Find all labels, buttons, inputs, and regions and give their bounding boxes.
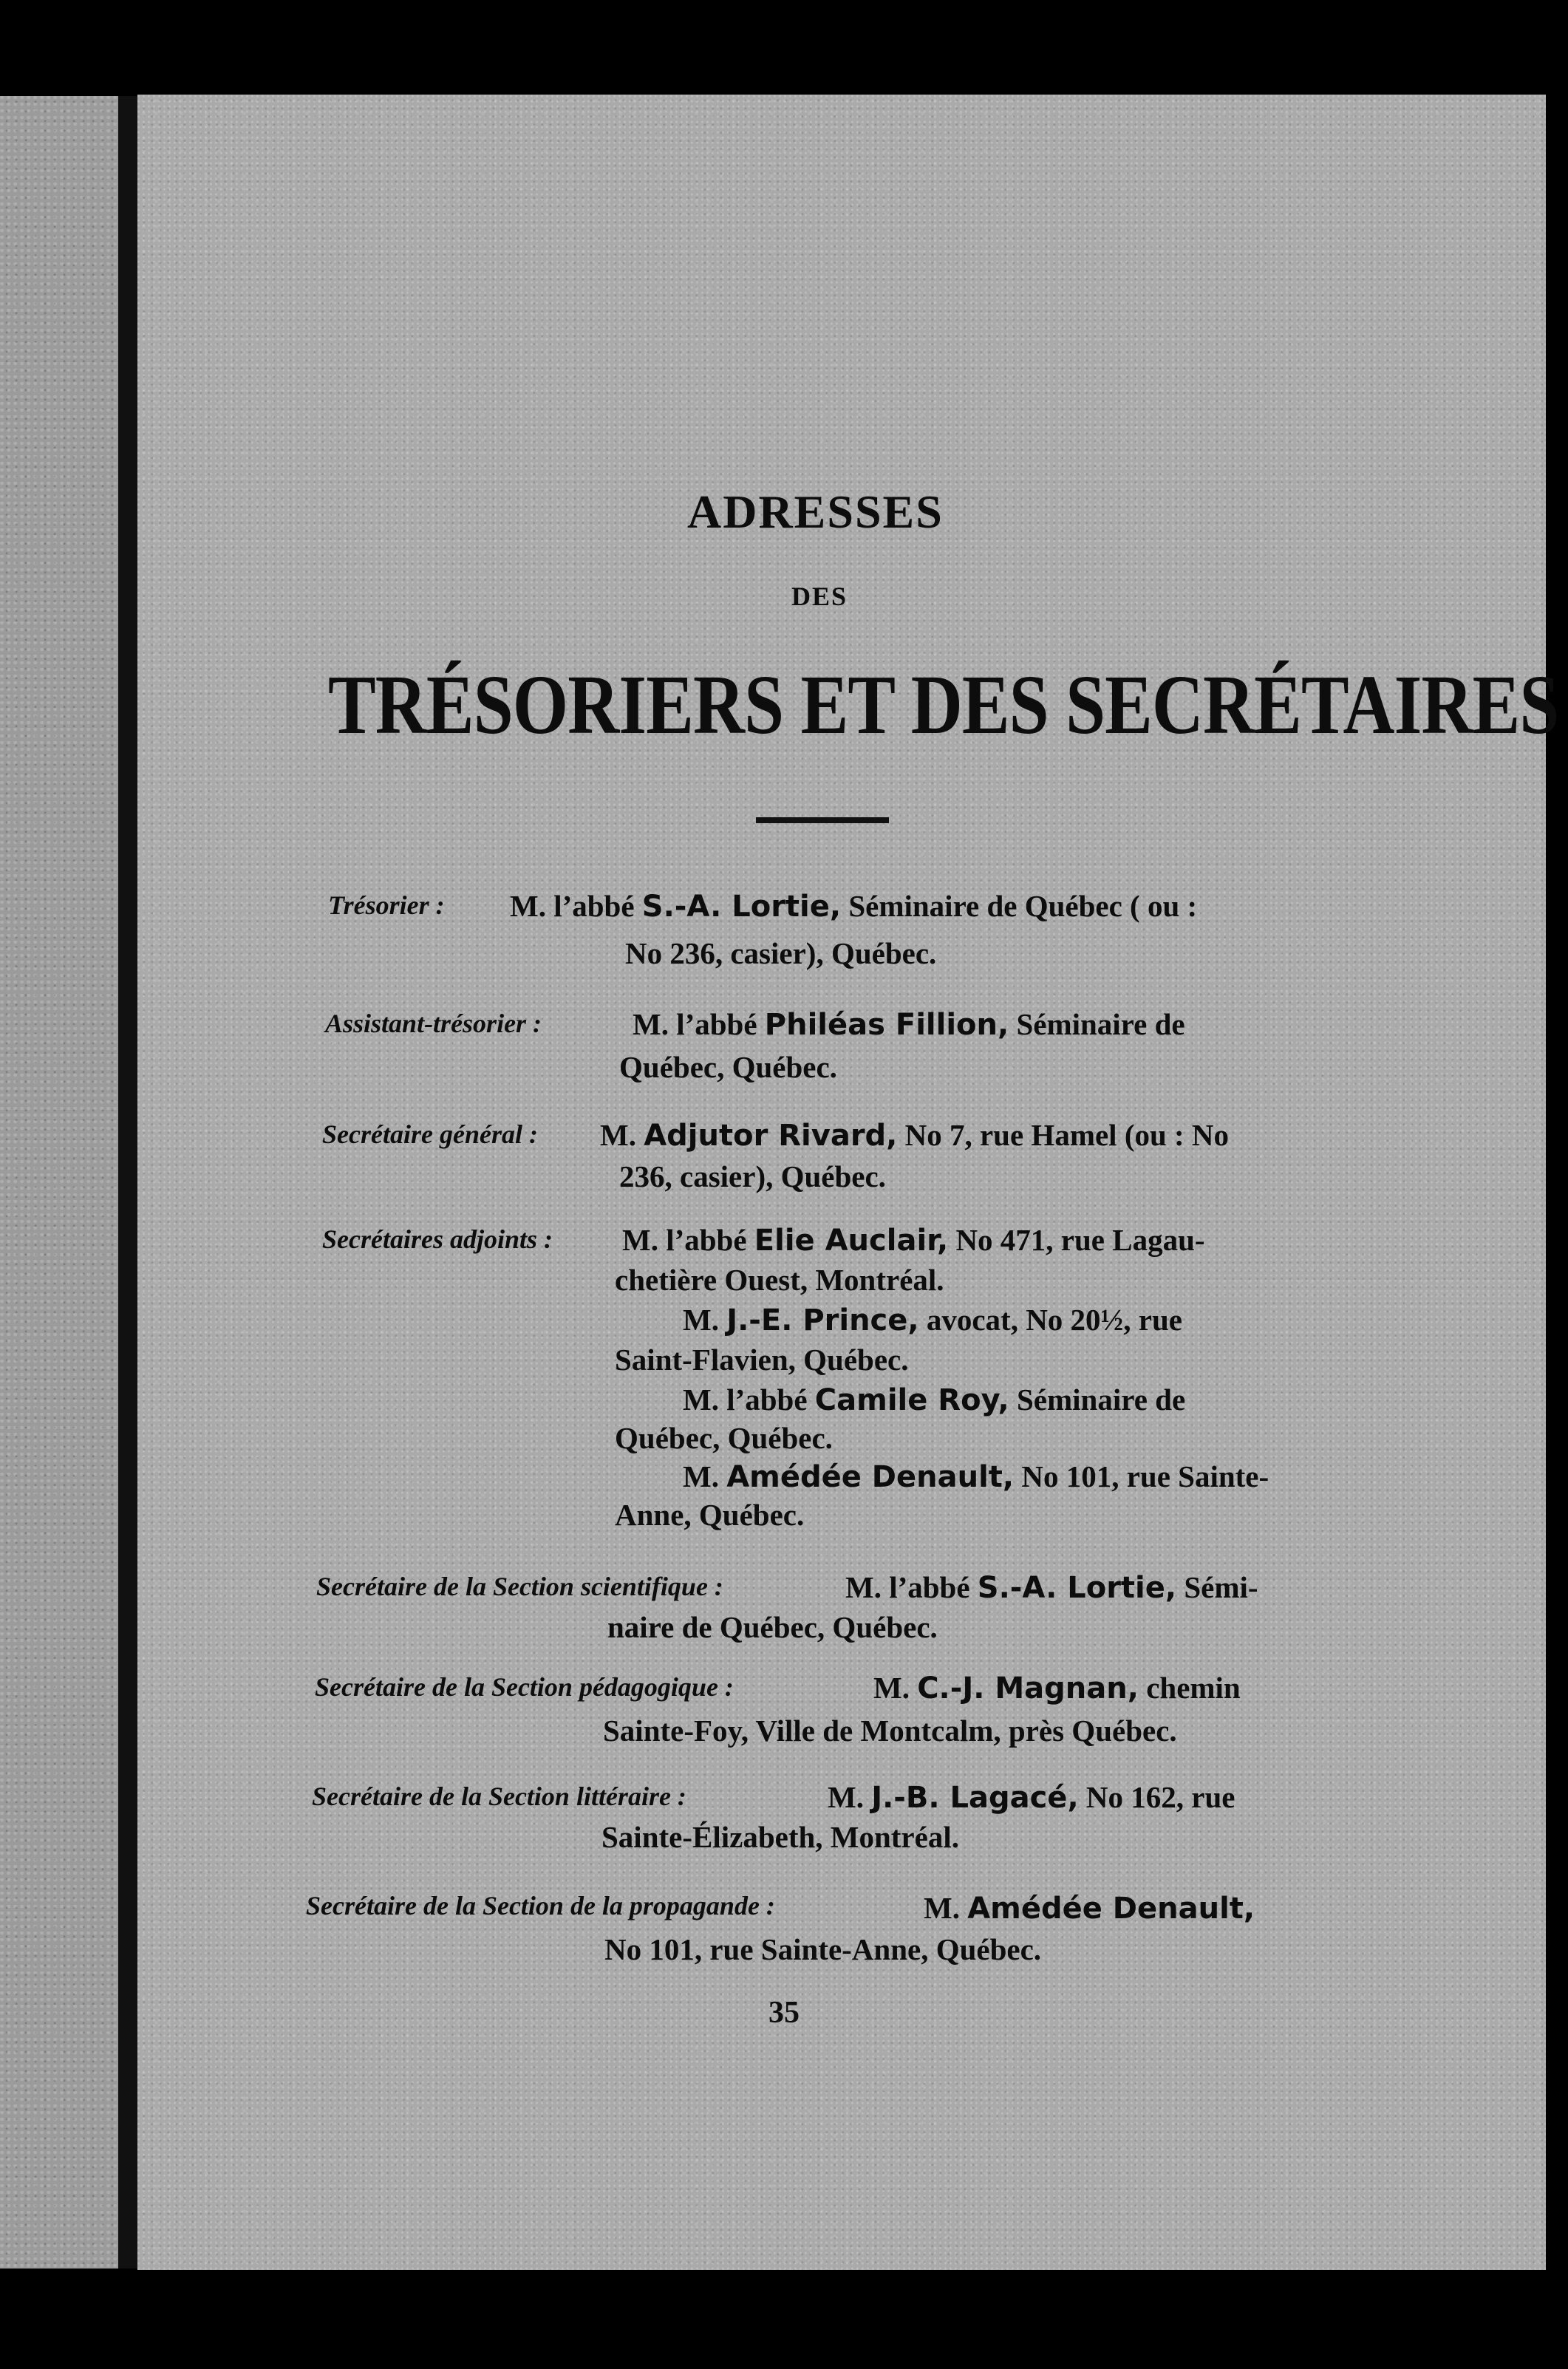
entry-line: M. Amédée Denault, No 101, rue Sainte- — [683, 1459, 1269, 1494]
person-name: Amédée Denault, — [967, 1892, 1255, 1926]
entry-line: 236, casier), Québec. — [619, 1159, 886, 1193]
entry-line: M. J.-E. Prince, avocat, No 20½, rue — [683, 1303, 1183, 1337]
entry-label-section-pedagogique: Secrétaire de la Section pédagogique : — [315, 1672, 734, 1702]
entry-line: Sainte-Foy, Ville de Montcalm, près Québec. — [603, 1714, 1177, 1748]
entry-line: Saint-Flavien, Québec. — [615, 1343, 909, 1377]
entry-label-assistant-tresorier: Assistant-trésorier : — [325, 1009, 542, 1038]
entry-line: M. l’abbé S.-A. Lortie, Sémi- — [845, 1570, 1258, 1605]
entry-line: chetière Ouest, Montréal. — [615, 1263, 944, 1297]
entry-line: M. l’abbé Camile Roy, Séminaire de — [683, 1383, 1186, 1417]
title-connector: DES — [791, 582, 848, 611]
entry-line: naire de Québec, Québec. — [607, 1610, 938, 1644]
page-right-border — [1546, 95, 1568, 2270]
previous-page-edge — [0, 96, 118, 2269]
entry-line: No 236, casier), Québec. — [625, 936, 937, 970]
person-name: C.-J. Magnan, — [917, 1671, 1139, 1705]
person-name: S.-A. Lortie, — [641, 890, 842, 924]
entry-label-secretaire-general: Secrétaire général : — [322, 1119, 538, 1149]
entry-line: M. J.-B. Lagacé, No 162, rue — [828, 1780, 1235, 1815]
entry-line: M. l’abbé S.-A. Lortie, Séminaire de Québec ( ou : — [510, 889, 1198, 924]
person-name: Adjutor Rivard, — [644, 1119, 898, 1153]
person-name: S.-A. Lortie, — [977, 1571, 1177, 1605]
entry-line: M. l’abbé Elie Auclair, No 471, rue Lagau- — [622, 1223, 1205, 1258]
title-divider — [756, 817, 889, 823]
page-subtitle: TRÉSORIERS ET DES SECRÉTAIRES — [328, 658, 1559, 751]
entry-line: Québec, Québec. — [615, 1421, 833, 1455]
entry-line: Québec, Québec. — [619, 1050, 837, 1084]
person-name: Elie Auclair, — [754, 1224, 949, 1258]
entry-label-section-propagande: Secrétaire de la Section de la propagande : — [306, 1891, 775, 1920]
entry-line: M. C.-J. Magnan, chemin — [873, 1671, 1241, 1705]
person-name: J.-B. Lagacé, — [871, 1781, 1079, 1815]
book-spine — [118, 96, 137, 2269]
entry-line: No 101, rue Sainte-Anne, Québec. — [604, 1932, 1042, 1966]
entry-line: Anne, Québec. — [615, 1498, 805, 1532]
page-number: 35 — [768, 1996, 800, 2030]
person-name: Camile Roy, — [814, 1383, 1009, 1417]
entry-label-section-litteraire: Secrétaire de la Section littéraire : — [312, 1782, 686, 1811]
person-name: Amédée Denault, — [726, 1460, 1015, 1494]
person-name: J.-E. Prince, — [726, 1303, 919, 1337]
person-name: Philéas Fillion, — [764, 1008, 1009, 1042]
page-title: ADRESSES — [687, 485, 944, 538]
entry-label-secretaires-adjoints: Secrétaires adjoints : — [322, 1224, 553, 1254]
entry-line: M. Adjutor Rivard, No 7, rue Hamel (ou : No — [600, 1118, 1230, 1153]
entry-label-section-scientifique: Secrétaire de la Section scientifique : — [316, 1572, 723, 1601]
entry-label-tresorier: Trésorier : — [328, 890, 445, 920]
entry-line: M. l’abbé Philéas Fillion, Séminaire de — [633, 1007, 1185, 1042]
entry-line: Sainte-Élizabeth, Montréal. — [601, 1820, 959, 1854]
entry-line: M. Amédée Denault, — [924, 1891, 1255, 1926]
